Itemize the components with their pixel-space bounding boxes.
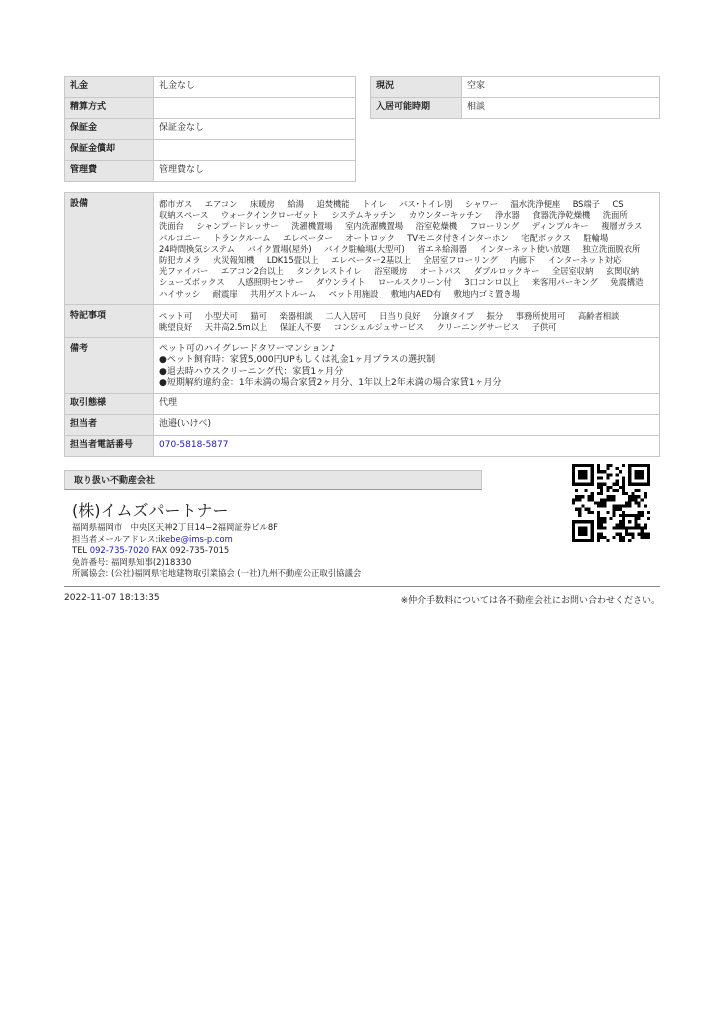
phone-cell	[154, 436, 660, 457]
special-item: ペット可	[159, 310, 193, 321]
fee-value	[154, 98, 356, 119]
fee-label: 礼金	[65, 77, 154, 98]
facility-item: 防犯カメラ	[159, 255, 201, 266]
fee-label: 管理費	[65, 161, 154, 182]
special-label: 特記事項	[65, 304, 154, 337]
agent-license: 免許番号: 福岡県知事(2)18330	[72, 556, 192, 567]
facility-item: ダブルロックキー	[473, 266, 540, 277]
special-item: 振分	[486, 310, 504, 321]
facility-item: シャンプードレッサー	[196, 221, 279, 232]
facility-item: エレベーター	[283, 232, 333, 243]
status-row	[371, 98, 660, 119]
facility-item: 火災報知機	[212, 255, 255, 266]
special-item: クリーニングサービス	[436, 322, 520, 333]
print-timestamp: 2022-11-07 18:13:35	[64, 593, 160, 603]
fax-text: FAX 092-735-7015	[149, 545, 230, 555]
facility-item: 玄関収納	[605, 266, 639, 277]
special-item: 二人入居可	[325, 310, 367, 321]
special-list	[154, 304, 660, 337]
facility-item: 全居室収納	[551, 266, 594, 277]
fee-row	[65, 161, 356, 182]
facility-item: シャワー	[464, 199, 498, 209]
facility-item: 3口コンロ以上	[464, 277, 520, 288]
agent-association: 所属協会: (公社)福岡県宅地建物取引業協会 (一社)九州不動産公正取引協議会	[72, 568, 362, 578]
facility-item: TVモニタ付きインターホン	[407, 232, 509, 243]
facility-item: 24時間換気システム	[159, 243, 235, 254]
facility-item: ダウンライト	[315, 277, 366, 288]
agent-tel-line	[72, 545, 361, 557]
special-item: 天井高2.5m以上	[204, 322, 268, 333]
fee-row	[65, 77, 356, 98]
facility-item: 敷地内ゴミ置き場	[453, 288, 520, 299]
facility-item: 内廊下	[510, 255, 535, 266]
special-row	[65, 304, 660, 337]
facilities-list	[154, 193, 660, 305]
fee-value: 保証金なし	[154, 119, 356, 140]
facility-item: 室内洗濯機置場	[345, 221, 404, 232]
footer-divider	[64, 586, 660, 587]
facility-item: 免震構造	[610, 277, 644, 288]
facility-item: 食器洗浄乾燥機	[532, 210, 591, 221]
facility-item: タンクレストイレ	[296, 266, 362, 277]
person-value: 池邉(いけべ)	[154, 415, 660, 436]
facility-item: バイク置場(屋外)	[247, 243, 312, 254]
facility-item: オートバス	[419, 266, 462, 277]
facility-item: 敷地内AED有	[390, 288, 442, 299]
special-item: 事務所使用可	[515, 310, 566, 321]
transaction-row	[65, 394, 660, 415]
facility-item: 共用ゲストルーム	[250, 288, 317, 299]
facility-item: 給湯	[287, 199, 304, 209]
fee-row	[65, 140, 356, 161]
facility-item: エアコン2台以上	[220, 266, 284, 277]
facility-item: ロールスクリーン付	[377, 277, 452, 288]
facility-item: 洗面台	[159, 221, 184, 232]
phone-link[interactable]: 070-5818-5877	[159, 440, 229, 451]
remarks-line: ペット可のハイグレードタワーマンション♪	[159, 344, 336, 355]
facility-item: システムキッチン	[331, 210, 397, 221]
fee-label: 保証金償却	[65, 140, 154, 161]
fee-row	[65, 119, 356, 140]
facility-item: 来客用パーキング	[531, 277, 598, 288]
facility-item: トイレ	[362, 199, 387, 209]
fee-value	[154, 140, 356, 161]
remarks-line: ●短期解約違約金：1年未満の場合家賃2ヶ月分、1年以上2年未満の場合家賃1ヶ月分	[159, 377, 502, 388]
special-item: 小型犬可	[204, 310, 238, 321]
facility-item: CS	[612, 199, 624, 209]
facility-item: 耐震扉	[212, 288, 238, 299]
special-item: 日当り良好	[379, 310, 421, 321]
special-item: コンシェルジュサービス	[333, 322, 424, 333]
facilities-row	[65, 193, 660, 305]
fee-row	[65, 98, 356, 119]
status-label: 入居可能時期	[371, 98, 462, 119]
special-item: 眺望良好	[159, 322, 193, 333]
facility-item: シューズボックス	[159, 277, 225, 288]
facility-item: 駐輪場	[583, 232, 609, 243]
agent-address: 福岡県福岡市 中央区天神2丁目14−2福岡証券ビル8F	[72, 522, 278, 532]
facility-item: 床暖房	[249, 199, 275, 209]
email-label: 担当者メールアドレス:	[72, 533, 159, 544]
transaction-label: 取引態様	[65, 394, 154, 415]
special-item: 分譲タイプ	[433, 310, 474, 321]
facility-item: カウンターキッチン	[408, 210, 483, 221]
special-item: 保証人不要	[279, 322, 322, 333]
agent-section-header: 取り扱い不動産会社	[64, 470, 482, 490]
facility-item: 洗面所	[602, 210, 628, 221]
facility-item: ペット用施設	[328, 288, 379, 299]
facilities-label: 設備	[65, 193, 154, 305]
facility-item: バイク駐輪場(大型可)	[324, 243, 405, 254]
facility-item: 全居室フローリング	[423, 255, 498, 266]
person-row	[65, 415, 660, 436]
facility-item: 追焚機能	[316, 199, 350, 209]
facility-item: ディンプルキー	[531, 221, 589, 232]
remarks-row	[65, 338, 660, 394]
facility-item: エレベーター2基以上	[331, 255, 411, 266]
status-row	[371, 77, 660, 98]
facility-item: 都市ガス	[159, 199, 193, 209]
facility-item: バス･トイレ別	[399, 199, 453, 209]
facility-item: エアコン	[204, 199, 238, 209]
facility-item: BS端子	[572, 199, 600, 209]
remarks-text	[154, 338, 660, 394]
facility-item: 洗濯機置場	[291, 221, 333, 232]
company-name: (株)イムズパートナー	[72, 501, 229, 520]
remarks-label: 備考	[65, 338, 154, 394]
facility-item: 浴室暖房	[374, 266, 408, 277]
facility-item: 浴室乾燥機	[415, 221, 458, 232]
transaction-value: 代理	[154, 394, 660, 415]
status-value: 相談	[462, 98, 660, 119]
qr-code-icon	[572, 464, 650, 542]
facility-item: インターネット使い放題	[479, 243, 570, 254]
special-item: 子供可	[531, 322, 557, 333]
agent-email-line	[72, 534, 361, 546]
remarks-line: ●ペット飼育時：家賃5,000円UPもしくは礼金1ヶ月プラスの選択制	[159, 355, 436, 366]
special-item: 猫可	[250, 310, 267, 321]
status-label: 現況	[371, 77, 462, 98]
facility-item: 温水洗浄便座	[510, 199, 561, 209]
facility-item: LDK15畳以上	[266, 255, 319, 266]
facility-item: 独立洗面脱衣所	[582, 243, 641, 254]
fee-label: 保証金	[65, 119, 154, 140]
fees-table-left	[64, 76, 356, 182]
tel-label: TEL	[72, 545, 90, 555]
facility-item: 人感照明センサー	[237, 277, 304, 288]
status-value: 空家	[462, 77, 660, 98]
fee-value: 礼金なし	[154, 77, 356, 98]
facility-item: 収納スペース	[159, 210, 209, 221]
fee-footnote: ※仲介手数料については各不動産会社にお問い合わせください。	[400, 596, 660, 606]
fee-label: 精算方式	[65, 98, 154, 119]
facility-item: ウォークインクローゼット	[220, 210, 319, 221]
facility-item: 光ファイバー	[159, 266, 209, 277]
phone-row	[65, 436, 660, 457]
facility-item: オートロック	[345, 232, 395, 243]
facility-item: バルコニー	[159, 232, 201, 243]
email-link[interactable]: ikebe@ims-p.com	[158, 533, 233, 544]
status-table-right	[370, 76, 660, 119]
phone-label: 担当者電話番号	[65, 436, 154, 457]
facility-item: 省エネ給湯器	[417, 243, 467, 254]
agent-details	[72, 522, 361, 580]
person-label: 担当者	[65, 415, 154, 436]
tel-link[interactable]: 092-735-7020	[89, 545, 150, 555]
facility-item: トランクルーム	[212, 232, 271, 243]
fee-value: 管理費なし	[154, 161, 356, 182]
facility-item: インターネット対応	[547, 255, 622, 266]
special-item: 楽器相談	[279, 310, 313, 321]
facility-item: フローリング	[469, 221, 520, 232]
facility-item: ハイサッシ	[159, 288, 201, 299]
remarks-line: ●退去時ハウスクリーニング代：家賃1ヶ月分	[159, 366, 344, 377]
facility-item: 宅配ボックス	[521, 232, 571, 243]
facility-item: 複層ガラス	[601, 221, 643, 232]
special-item: 高齢者相談	[577, 310, 620, 321]
facility-item: 浄水器	[494, 210, 520, 221]
details-table	[64, 192, 660, 457]
